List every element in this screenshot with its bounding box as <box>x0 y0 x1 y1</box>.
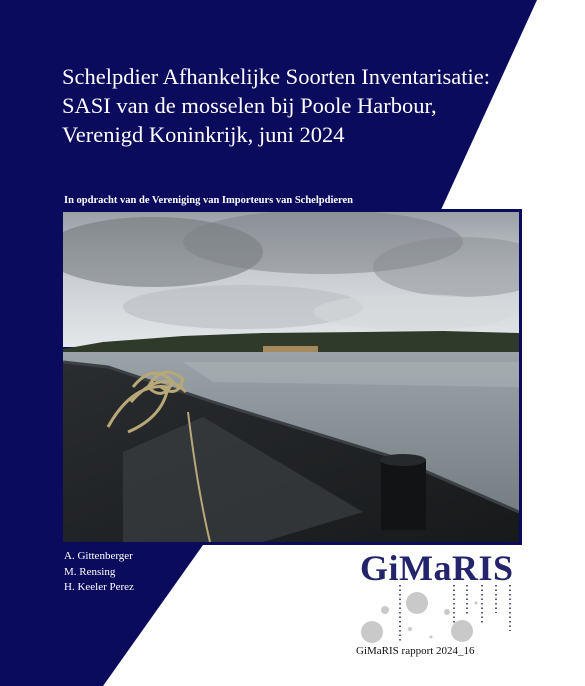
gimaris-logo-text: GiMaRIS <box>360 548 514 588</box>
title-line-2: SASI van de mosselen bij Poole Harbour, <box>62 93 437 118</box>
author-name: H. Keeler Perez <box>64 581 134 593</box>
author-list <box>64 549 134 596</box>
logo-dot <box>451 620 473 642</box>
author-name: M. Rensing <box>64 565 116 578</box>
gimaris-logo-mark <box>358 585 528 645</box>
logo-dot <box>430 636 433 639</box>
logo-dot <box>406 592 428 614</box>
logo-dot <box>444 609 450 615</box>
logo-dot <box>361 621 383 643</box>
cloud <box>313 294 513 330</box>
title-line-1: Schelpdier Afhankelijke Soorten Inventarisatie: <box>62 64 490 89</box>
logo-dot <box>475 602 478 605</box>
distant-building <box>263 346 318 352</box>
logo-dot <box>381 606 389 614</box>
bollard-top <box>380 454 426 466</box>
report-title <box>62 62 562 149</box>
logo-dot <box>408 627 412 631</box>
cover-photo <box>63 212 519 542</box>
author-name: A. Gittenberger <box>64 550 133 562</box>
commissioned-by: In opdracht van de Vereniging van Importeurs van Schelpdieren <box>64 195 353 206</box>
title-line-3: Verenigd Koninkrijk, juni 2024 <box>62 122 345 147</box>
bollard <box>381 460 426 530</box>
report-number: GiMaRIS rapport 2024_16 <box>356 645 475 657</box>
